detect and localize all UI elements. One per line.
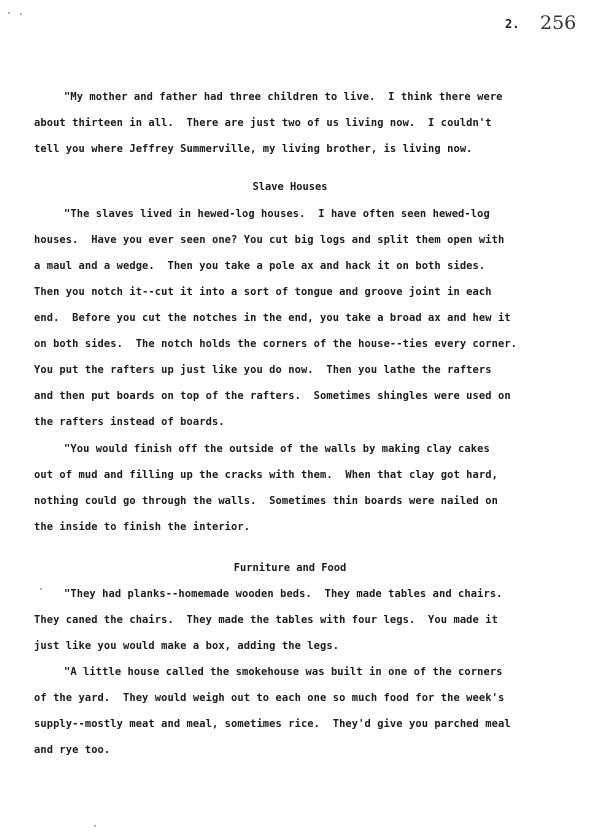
paragraph-line: of the yard. They would weigh out to each one so much food for the week's [34,692,505,704]
paragraph-line: on both sides. The notch holds the corners of the house--ties every corner. [34,338,518,350]
paragraph-line: supply--mostly meat and meal, sometimes rice. They'd give you parched meal [34,718,511,730]
scan-speck [20,13,22,15]
paragraph-line: a maul and a wedge. Then you take a pole ax and hack it on both sides. [34,260,486,272]
paragraph-line: "The slaves lived in hewed-log houses. I have often seen hewed-log [64,208,490,220]
paragraph-line: "You would finish off the outside of the walls by making clay cakes [64,443,490,455]
scan-speck [94,825,96,827]
paragraph-line: just like you would make a box, adding the legs. [34,640,340,652]
paragraph-line: You put the rafters up just like you do now. Then you lathe the rafters [34,364,492,376]
page-number: 256 [540,12,577,34]
paragraph-line: about thirteen in all. There are just two of us living now. I couldn't [34,117,492,129]
paragraph-line: "A little house called the smokehouse was built in one of the corners [64,666,503,678]
paragraph-line: and then put boards on top of the rafters. Sometimes shingles were used on [34,390,511,402]
paragraph-line: Then you notch it--cut it into a sort of tongue and groove joint in each [34,286,492,298]
scan-speck [8,12,10,14]
paragraph-line: "My mother and father had three children to live. I think there were [64,91,503,103]
paragraph-line: out of mud and filling up the cracks with them. When that clay got hard, [34,469,498,481]
paragraph-line: houses. Have you ever seen one? You cut big logs and split them open with [34,234,505,246]
section-heading: Slave Houses [252,181,328,193]
paragraph-line: They caned the chairs. They made the tables with four legs. You made it [34,614,498,626]
scan-speck [40,588,42,590]
paragraph-line: tell you where Jeffrey Summerville, my living brother, is living now. [34,143,473,155]
paragraph-line: the inside to finish the interior. [34,521,251,533]
paragraph-line: the rafters instead of boards. [34,416,225,428]
paragraph-line: nothing could go through the walls. Sometimes thin boards were nailed on [34,495,498,507]
section-number: 2. [505,17,520,31]
paragraph-line: end. Before you cut the notches in the end, you take a broad ax and hew it [34,312,511,324]
paragraph-line: "They had planks--homemade wooden beds. They made tables and chairs. [64,588,503,600]
paragraph-line: and rye too. [34,744,111,756]
section-heading: Furniture and Food [233,562,347,574]
